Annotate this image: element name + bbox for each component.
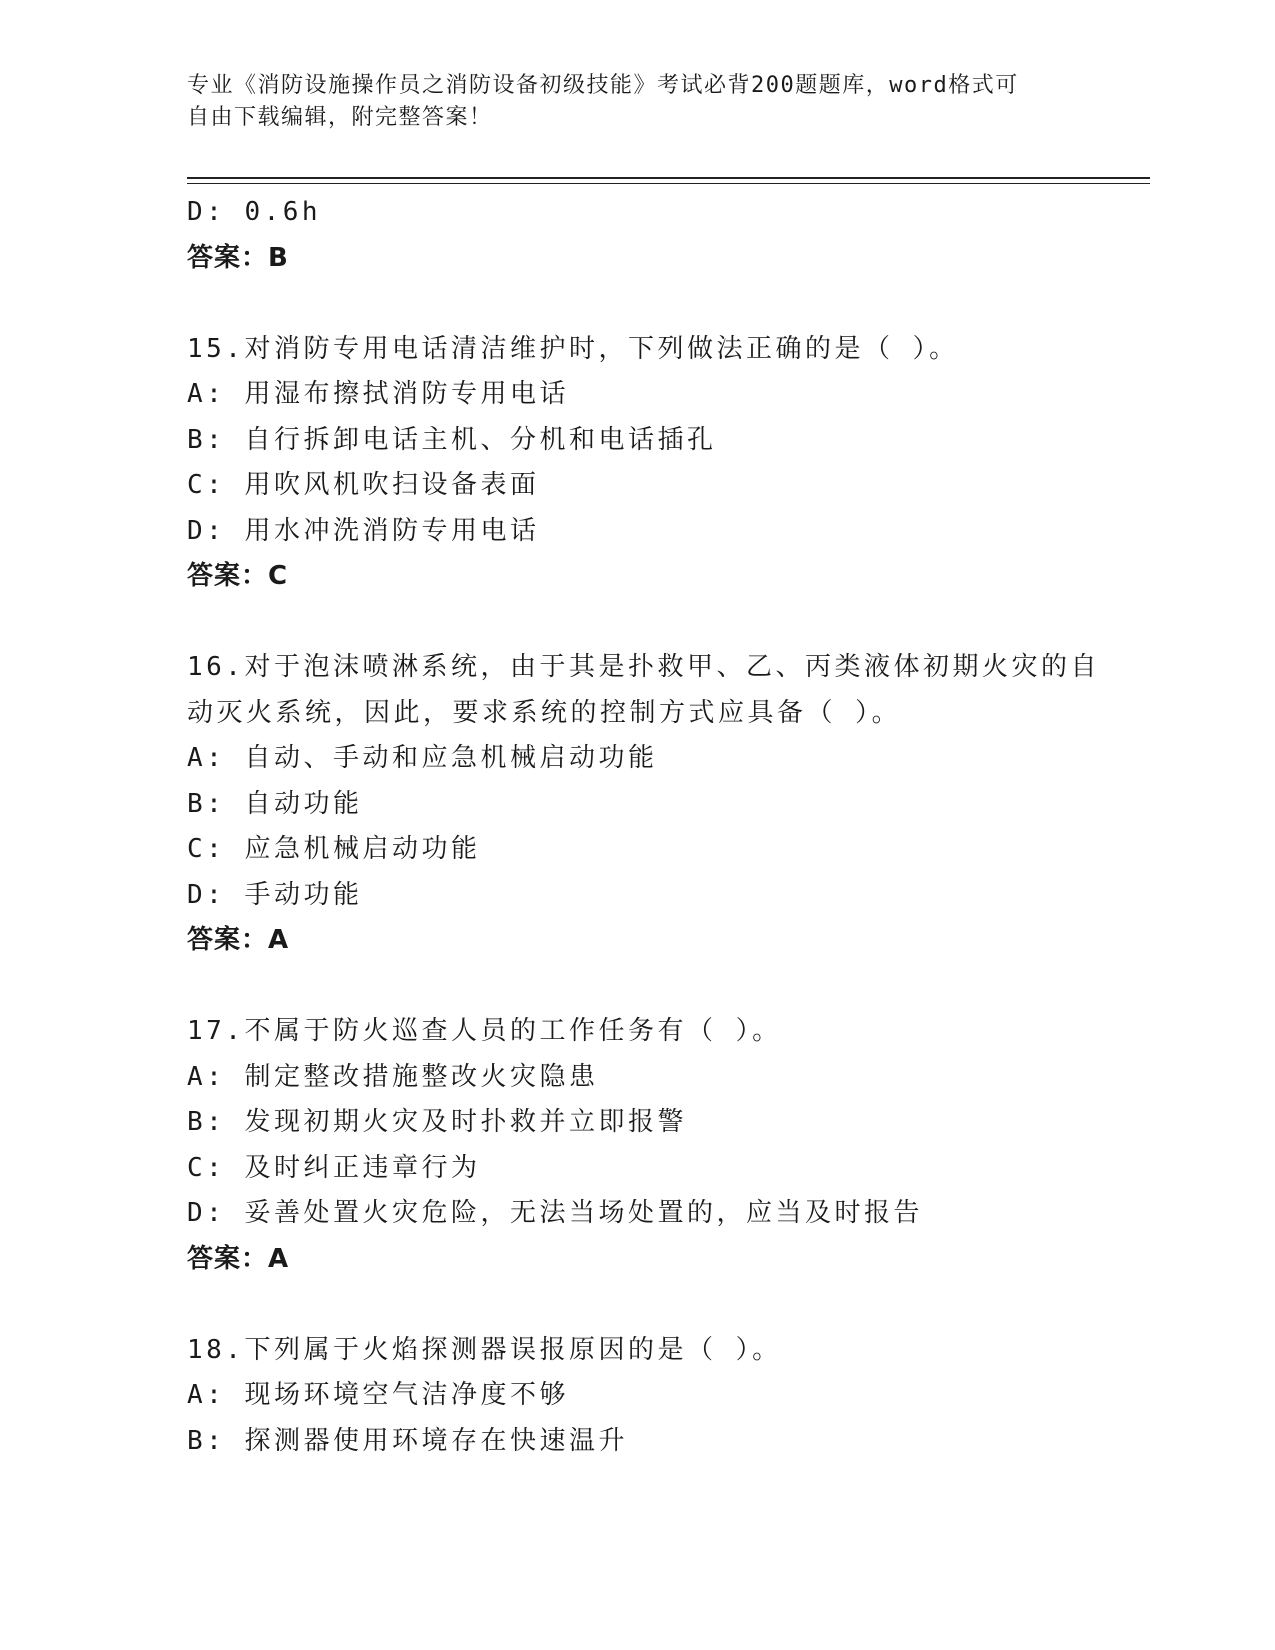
question-15	[187, 327, 1087, 600]
question-stem-line-1: 16.对于泡沫喷淋系统，由于其是扑救甲、乙、丙类液体初期火灾的自	[187, 652, 1100, 682]
option-c: C: 及时纠正违章行为	[187, 1152, 481, 1183]
option-b: B: 发现初期火灾及时扑救并立即报警	[187, 1107, 687, 1137]
question-stem: 15.对消防专用电话清洁维护时，下列做法正确的是（ ）。	[187, 333, 959, 364]
question-18	[187, 1328, 1087, 1465]
header-line-1: 专业《消防设施操作员之消防设备初级技能》考试必背200题题库，word格式可	[187, 73, 1019, 98]
question-stem: 18.下列属于火焰探测器误报原因的是（ ）。	[187, 1334, 782, 1365]
spacer	[187, 600, 1087, 646]
question-17	[187, 1009, 1087, 1282]
header-line-2: 自由下载编辑，附完整答案！	[187, 105, 493, 130]
option-a: A: 制定整改措施整改火灾隐患	[187, 1061, 599, 1092]
answer: 答案：A	[187, 925, 290, 955]
answer: 答案：C	[187, 561, 289, 591]
answer: 答案：A	[187, 1243, 290, 1274]
option-d: D: 用水冲洗消防专用电话	[187, 515, 540, 546]
question-list	[187, 190, 1100, 1464]
option-b: B: 自动功能	[187, 788, 363, 819]
spacer	[187, 281, 1087, 327]
spacer	[187, 1282, 1087, 1328]
option-c: C: 用吹风机吹扫设备表面	[187, 470, 540, 500]
prev-option-d: D: 0.6h	[187, 197, 322, 227]
spacer	[187, 964, 1087, 1010]
option-a: A: 现场环境空气洁净度不够	[187, 1380, 569, 1410]
option-d: D: 妥善处置火灾危险，无法当场处置的，应当及时报告	[187, 1198, 923, 1228]
header-divider-thin	[187, 183, 1150, 184]
prev-answer: 答案：B	[187, 242, 289, 273]
option-d: D: 手动功能	[187, 879, 363, 910]
question-stem-line-2: 动灭火系统，因此，要求系统的控制方式应具备（ ）。	[187, 697, 902, 728]
option-c: C: 应急机械启动功能	[187, 834, 481, 864]
header-divider-thick	[187, 177, 1150, 179]
option-a: A: 自动、手动和应急机械启动功能	[187, 743, 658, 773]
question-16	[187, 645, 1100, 964]
option-a: A: 用湿布擦拭消防专用电话	[187, 379, 569, 409]
question-stem: 17.不属于防火巡查人员的工作任务有（ ）。	[187, 1016, 782, 1046]
document-header	[187, 70, 1067, 134]
option-b: B: 自行拆卸电话主机、分机和电话插孔	[187, 424, 717, 455]
option-b: B: 探测器使用环境存在快速温升	[187, 1425, 628, 1456]
